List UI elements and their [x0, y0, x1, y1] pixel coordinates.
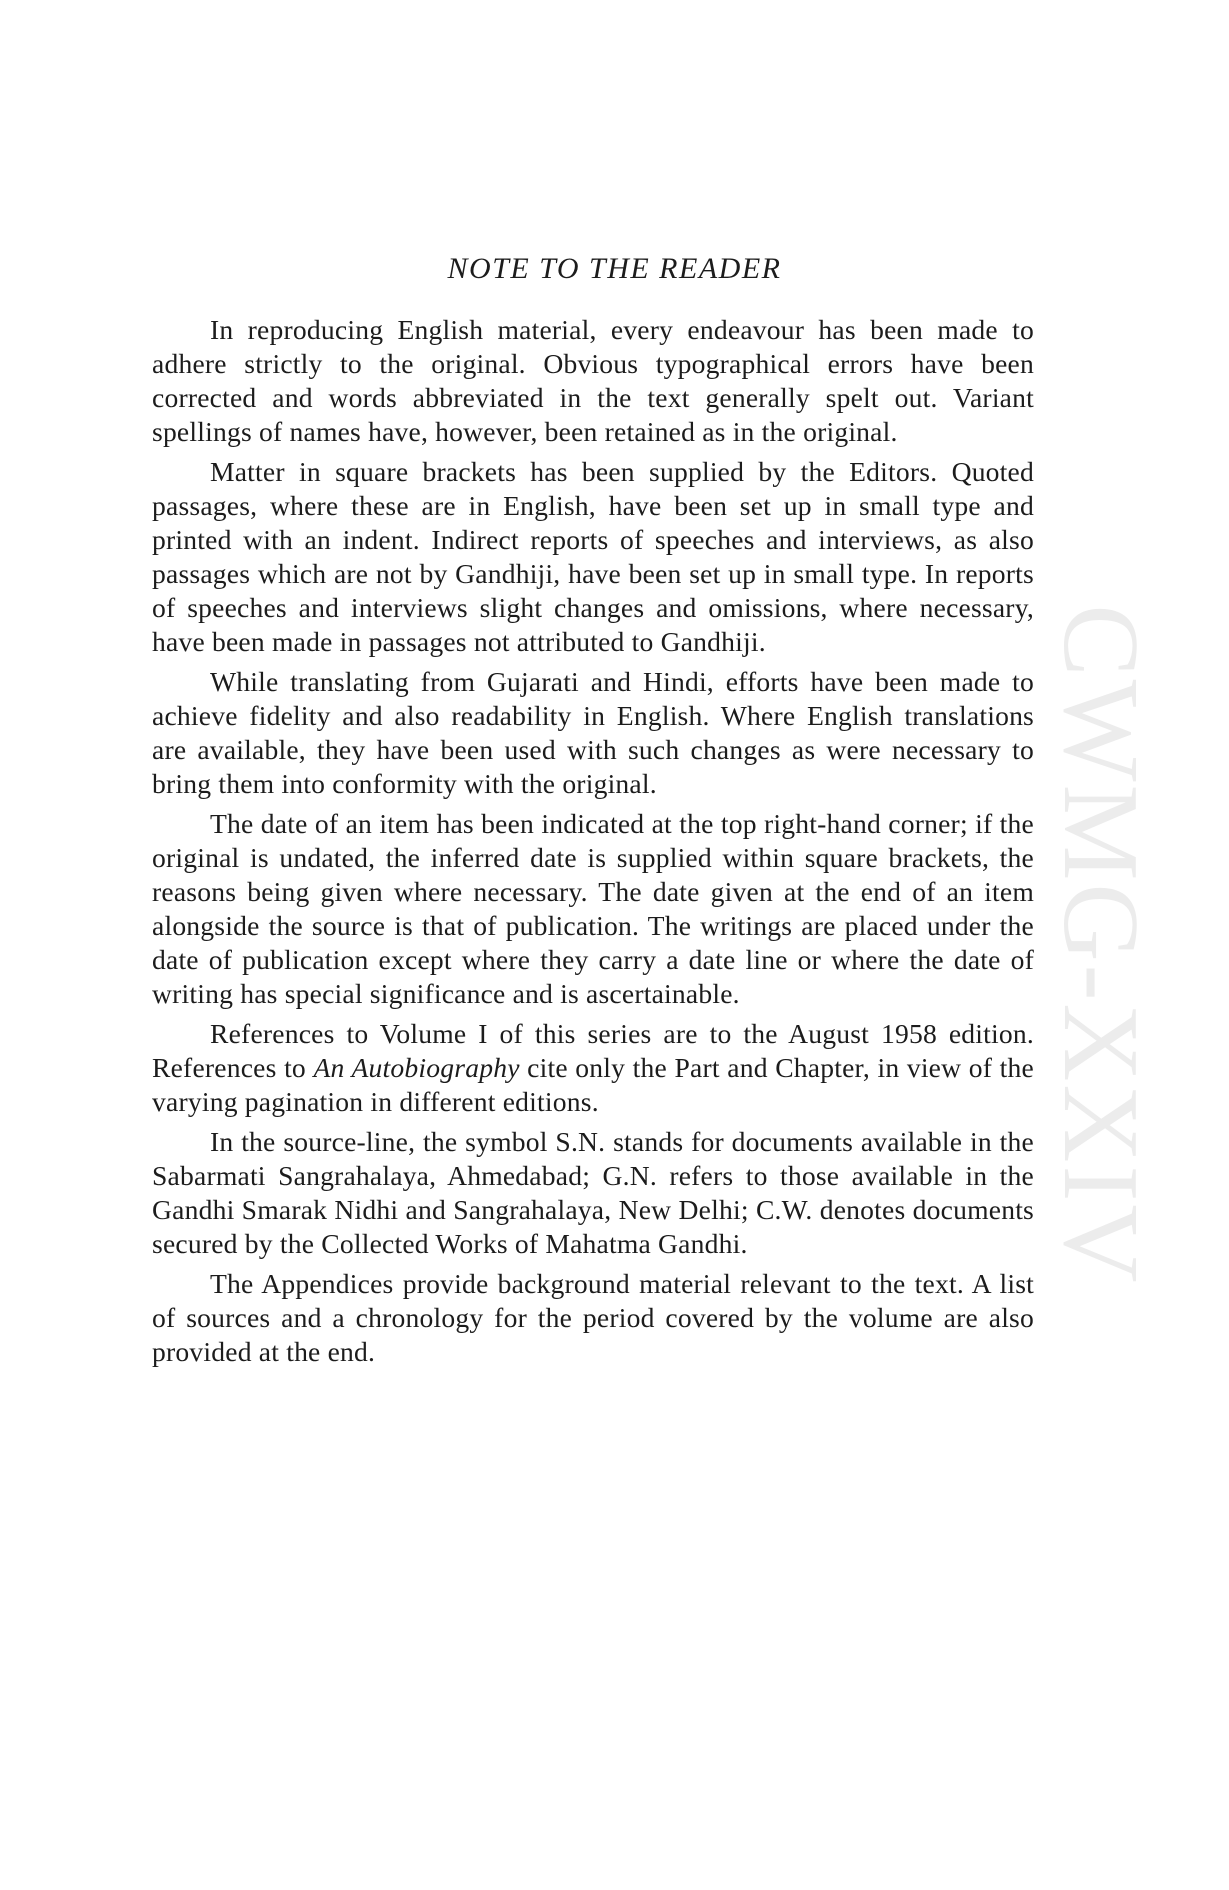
autobiography-title: An Autobiography: [313, 1052, 520, 1083]
paragraph-square-brackets: Matter in square brackets has been supplied by the Editors. Quoted passages, where these are in English, have been set up in small type and printed with an indent. Indirect reports of speeches and interviews, as also passages which are not by Gandhiji, have been set up in small type. In reports of speeches and interviews slight changes and omissions, where necessary, have been made in passages not attributed to Gandhiji.: [152, 456, 1034, 657]
references-text-end: cite only the Part and Chapter, in view of the varying pagination in different editions.: [152, 1052, 1034, 1117]
paragraph-source-line: In the source-line, the symbol S.N. stands for documents available in the Sabarmati Sangrahalaya, Ahmedabad; G.N. refers to those available in the Gandhi Smarak Nidhi and Sangrahalaya, New Delhi; C.W. denotes documents secured by the Collected Works of Mahatma Gandhi.: [152, 1126, 1034, 1259]
paragraph-english-material: In reproducing English material, every endeavour has been made to adhere strictly to the original. Obvious typographical errors have been corrected and words abbreviated in the text generally spelt out. Variant spellings of names have, however, been retained as in the original.: [152, 314, 1034, 447]
watermark: [1030, 440, 1170, 1450]
paragraph-translation: While translating from Gujarati and Hindi, efforts have been made to achieve fidelity and also readability in English. Where English translations are available, they have been used with such changes as were necessary to bring them into conformity with the original.: [152, 666, 1034, 799]
page-title: NOTE TO THE READER: [447, 252, 782, 285]
watermark-text: CWMG-XXIV: [1041, 604, 1160, 1286]
paragraph-appendices: The Appendices provide background material relevant to the text. A list of sources and a chronology for the period covered by the volume are also provided at the end.: [152, 1268, 1034, 1367]
paragraph-references: [152, 1017, 1034, 1119]
paragraph-dates: The date of an item has been indicated at the top right-hand corner; if the original is undated, the inferred date is supplied within square brackets, the reasons being given where necessary. The date given at the end of an item alongside the source is that of publication. The writings are placed under the date of publication except where they carry a date line or where the date of writing has special significance and is ascertainable.: [152, 808, 1034, 1009]
body-text: [152, 313, 1034, 1375]
references-text-start: References to Volume I of this series are to the August 1958 edition. References to: [152, 1018, 1034, 1083]
